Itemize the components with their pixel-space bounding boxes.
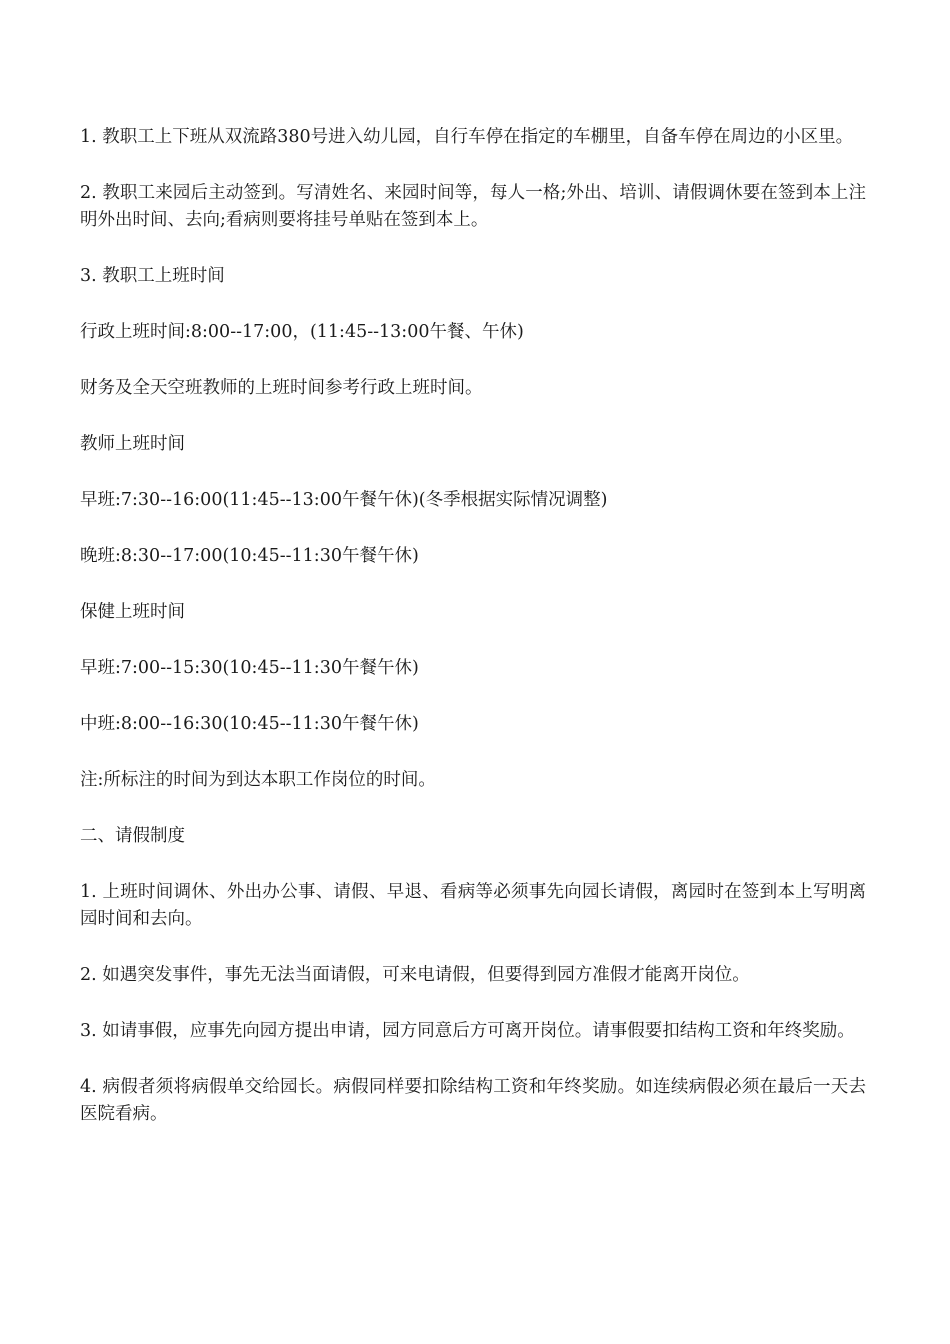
paragraph-teacher-early-shift: 早班:7:30--16:00(11:45--13:00午餐午休)(冬季根据实际情况调整) (80, 490, 608, 510)
paragraph-finance-hours: 财务及全天空班教师的上班时间参考行政上班时间。 (80, 378, 483, 398)
paragraph-work-hours-heading: 3. 教职工上班时间 (80, 266, 225, 286)
paragraph-teacher-hours-heading: 教师上班时间 (80, 434, 185, 454)
paragraph-health-early-shift: 早班:7:00--15:30(10:45--11:30午餐午休) (80, 658, 419, 678)
paragraph-emergency-leave: 2. 如遇突发事件，事先无法当面请假，可来电请假，但要得到园方准假才能离开岗位。 (80, 965, 750, 985)
paragraph-entry-route: 1. 教职工上下班从双流路380号进入幼儿园，自行车停在指定的车棚里，自备车停在周边的小区里。 (80, 127, 854, 147)
paragraph-health-hours-heading: 保健上班时间 (80, 602, 185, 622)
paragraph-leave-request: 1. 上班时间调休、外出办公事、请假、早退、看病等必须事先向园长请假，离园时在签到本上写明离园时间和去向。 (80, 882, 866, 929)
paragraph-admin-hours: 行政上班时间:8:00--17:00，(11:45--13:00午餐、午休) (80, 322, 524, 342)
paragraph-personal-leave: 3. 如请事假，应事先向园方提出申请，园方同意后方可离开岗位。请事假要扣结构工资和年终奖励。 (80, 1021, 855, 1041)
paragraph-teacher-late-shift: 晚班:8:30--17:00(10:45--11:30午餐午休) (80, 546, 419, 566)
document-body (80, 124, 866, 1157)
paragraph-sick-leave: 4. 病假者须将病假单交给园长。病假同样要扣除结构工资和年终奖励。如连续病假必须在最后一天去医院看病。 (80, 1077, 866, 1124)
section-heading-leave-policy: 二、请假制度 (80, 826, 185, 846)
paragraph-sign-in: 2. 教职工来园后主动签到。写清姓名、来园时间等，每人一格;外出、培训、请假调休要在签到本上注明外出时间、去向;看病则要将挂号单贴在签到本上。 (80, 183, 866, 230)
paragraph-health-middle-shift: 中班:8:00--16:30(10:45--11:30午餐午休) (80, 714, 419, 734)
paragraph-hours-note: 注:所标注的时间为到达本职工作岗位的时间。 (80, 770, 436, 790)
